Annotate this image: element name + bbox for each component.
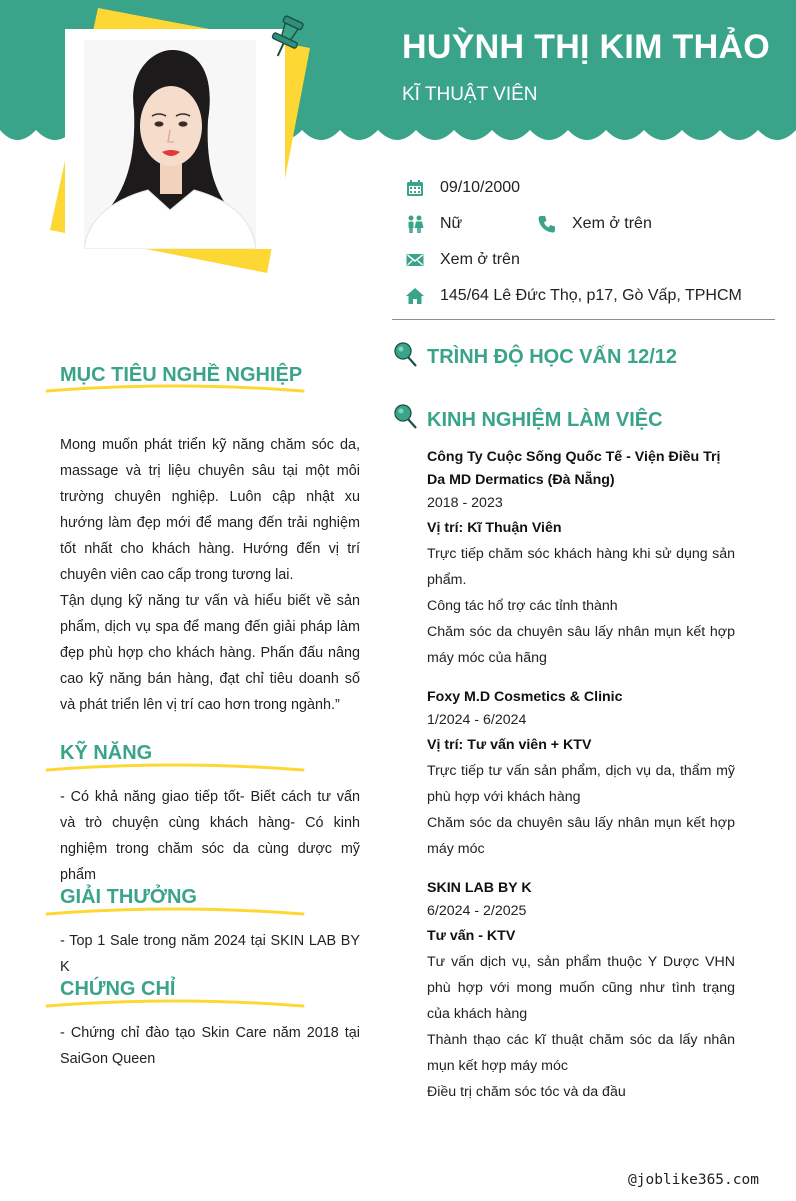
job-duty: Trực tiếp tư vấn sản phẩm, dịch vụ da, thẩm mỹ phù hợp với khách hàng	[427, 763, 735, 805]
awards-text: - Top 1 Sale trong năm 2024 tại SKIN LAB BY K	[60, 933, 360, 975]
gender-row	[405, 214, 462, 234]
phone-icon	[537, 214, 557, 234]
job-company: SKIN LAB BY K	[427, 880, 532, 896]
home-icon	[405, 286, 425, 306]
pushpin-icon	[266, 14, 308, 60]
job-period: 2018 - 2023	[427, 495, 503, 511]
calendar-icon	[405, 178, 425, 198]
dob-value: 09/10/2000	[440, 179, 521, 196]
job-period: 1/2024 - 6/2024	[427, 712, 527, 728]
job-period: 6/2024 - 2/2025	[427, 903, 527, 919]
email-value: Xem ở trên	[440, 251, 520, 268]
job-duty: Công tác hổ trợ các tỉnh thành	[427, 598, 618, 614]
gender-value: Nữ	[440, 215, 463, 232]
job-duty: Chăm sóc da chuyên sâu lấy nhân mụn kết hợp máy móc của hãng	[427, 624, 735, 666]
pushpin-icon	[392, 402, 418, 430]
job-duty: Tư vấn dịch vụ, sản phẩm thuộc Y Dược VHN phù hợp với mong muốn cũng như tình trạng của khách hàng	[427, 954, 735, 1022]
contact-divider	[392, 319, 775, 320]
objective-underline	[45, 383, 305, 397]
watermark: @joblike365.com	[628, 1172, 759, 1188]
objective-text	[60, 432, 360, 718]
pushpin-icon	[392, 340, 418, 368]
job-title: KĨ THUẬT VIÊN	[402, 84, 538, 105]
email-row	[405, 250, 520, 270]
job-position: Vị trí: Tư vấn viên + KTV	[427, 737, 592, 753]
job-position: Tư vấn - KTV	[427, 928, 516, 944]
gender-icon	[405, 214, 425, 234]
mail-icon	[405, 250, 425, 270]
skills-underline	[45, 762, 305, 776]
address-row	[405, 286, 742, 306]
certificates-heading: CHỨNG CHỈ	[60, 978, 176, 1000]
candidate-name: HUỲNH THỊ KIM THẢO	[402, 28, 771, 66]
job-position: Vị trí: Kĩ Thuận Viên	[427, 520, 562, 536]
certificates-text: - Chứng chỉ đào tạo Skin Care năm 2018 tại SaiGon Queen	[60, 1025, 360, 1067]
job-duty: Thành thạo các kĩ thuật chăm sóc da lấy nhân mụn kết hợp máy móc	[427, 1032, 735, 1074]
certificates-underline	[45, 998, 305, 1012]
profile-photo	[84, 40, 256, 249]
objective-paragraph: Mong muốn phát triển kỹ năng chăm sóc da, massage và trị liệu chuyên sâu tại một môi trường chuyên nghiệp. Luôn cập nhật xu hướng làm đẹp mới để mang đến trải nghiệm tốt nhất cho khách hàng. Hướng đến vị trí chuyên viên cao cấp trong tương lai.	[60, 437, 360, 583]
job-company: Foxy M.D Cosmetics & Clinic	[427, 689, 623, 705]
skills-heading: KỸ NĂNG	[60, 742, 153, 764]
job-duty: Trực tiếp chăm sóc khách hàng khi sử dụng sản phẩm.	[427, 546, 735, 588]
objective-heading: MỤC TIÊU NGHỀ NGHIỆP	[60, 364, 303, 386]
experience-heading: KINH NGHIỆM LÀM VIỆC	[427, 409, 663, 431]
address-value: 145/64 Lê Đức Thọ, p17, Gò Vấp, TPHCM	[440, 287, 742, 304]
awards-heading: GIẢI THƯỞNG	[60, 886, 197, 908]
phone-value: Xem ở trên	[572, 215, 652, 232]
job-entry	[427, 686, 735, 862]
education-heading: TRÌNH ĐỘ HỌC VẤN 12/12	[427, 346, 678, 368]
phone-row	[537, 214, 652, 234]
job-company: Công Ty Cuộc Sống Quốc Tế - Viện Điều Trị Da MD Dermatics (Đà Nẵng)	[427, 449, 721, 488]
awards-underline	[45, 906, 305, 920]
job-duty: Điều trị chăm sóc tóc và da đầu	[427, 1084, 626, 1100]
job-entry	[427, 877, 735, 1105]
dob-row	[405, 178, 520, 198]
job-entry	[427, 446, 735, 671]
job-duty: Chăm sóc da chuyên sâu lấy nhân mụn kết hợp máy móc	[427, 815, 735, 857]
objective-paragraph: Tận dụng kỹ năng tư vấn và hiểu biết về sản phẩm, dịch vụ spa để mang đến giải pháp làm đẹp phù hợp cho khách hàng. Phấn đấu nâng cao kỹ năng bán hàng, đạt chỉ tiêu doanh số và phát triển lên vị trí cao hơn trong ngành.”	[60, 593, 360, 713]
skills-text: - Có khả năng giao tiếp tốt- Biết cách tư vấn và trò chuyện cùng khách hàng- Có kinh nghiệm trong chăm sóc da cùng dược mỹ phẩm	[60, 789, 360, 883]
